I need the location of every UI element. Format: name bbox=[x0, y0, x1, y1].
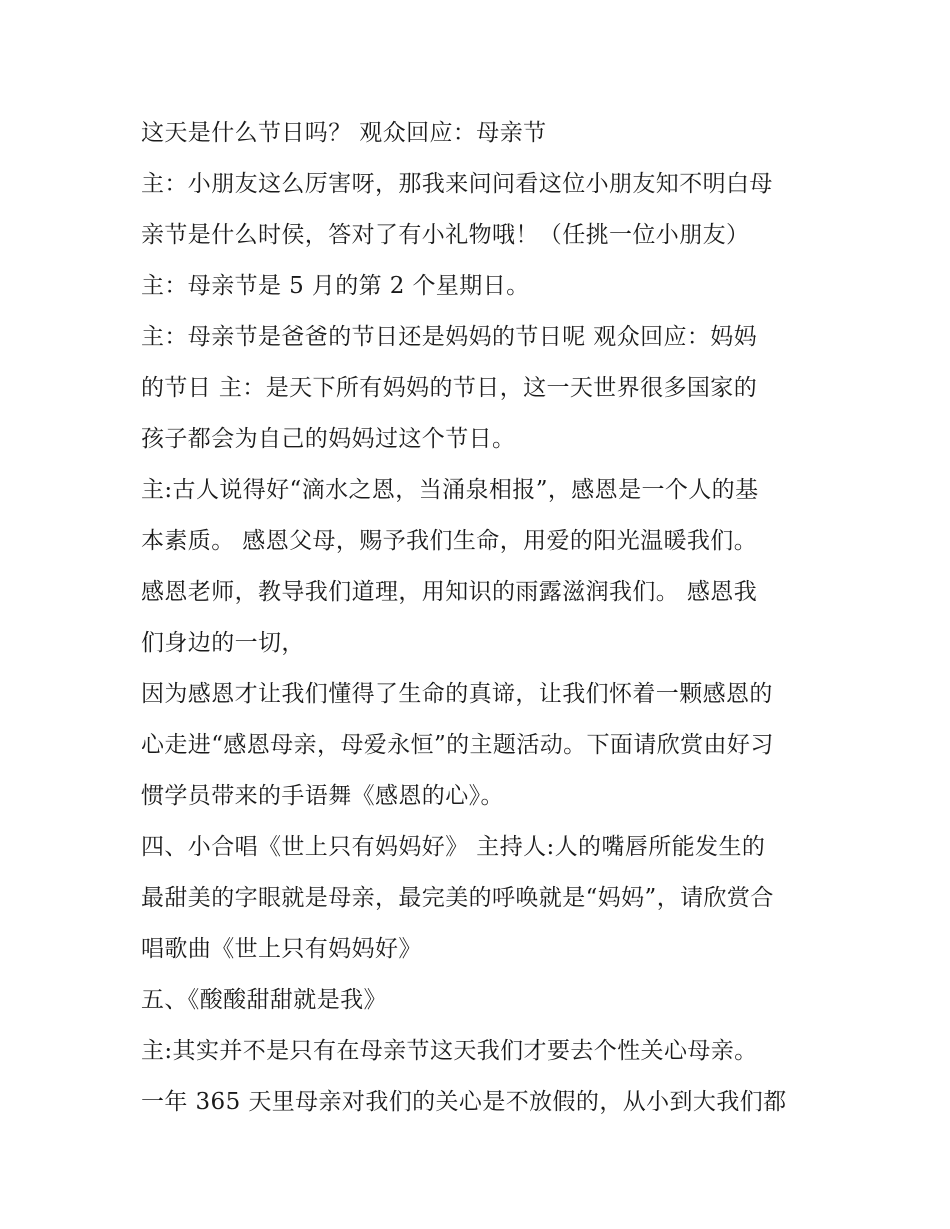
text-line: 感恩老师，教导我们道理，用知识的雨露滋润我们。 感恩我 bbox=[141, 579, 758, 605]
text-line: 本素质。 感恩父母，赐予我们生命，用爱的阳光温暖我们。 bbox=[141, 528, 758, 554]
text-line: 这天是什么节日吗？ 观众回应：母亲节 bbox=[141, 120, 547, 146]
text-line: 孩子都会为自己的妈妈过这个节日。 bbox=[141, 426, 516, 452]
text-line: 们身边的一切， bbox=[141, 630, 305, 656]
text-line: 五、《酸酸甜甜就是我》 bbox=[141, 987, 387, 1013]
text-line: 惯学员带来的手语舞《感恩的心》。 bbox=[141, 783, 504, 809]
text-line: 主:古人说得好“滴水之恩，当涌泉相报”，感恩是一个人的基 bbox=[141, 477, 759, 503]
text-line: 主：小朋友这么厉害呀，那我来问问看这位小朋友知不明白母 bbox=[141, 171, 773, 197]
text-line: 主:其实并不是只有在母亲节这天我们才要去个性关心母亲。 bbox=[141, 1038, 758, 1064]
text-line: 的节日 主：是天下所有妈妈的节日，这一天世界很多国家的 bbox=[141, 375, 758, 401]
text-line: 一年 365 天里母亲对我们的关心是不放假的，从小到大我们都 bbox=[141, 1089, 787, 1115]
document-body bbox=[141, 108, 821, 1128]
text-line: 主：母亲节是 5 月的第 2 个星期日。 bbox=[141, 273, 530, 299]
text-line: 主：母亲节是爸爸的节日还是妈妈的节日呢 观众回应：妈妈 bbox=[141, 324, 758, 350]
text-line: 四、小合唱《世上只有妈妈好》 主持人:人的嘴唇所能发生的 bbox=[141, 834, 766, 860]
text-line: 亲节是什么时侯，答对了有小礼物哦！（任挑一位小朋友） bbox=[141, 222, 750, 248]
text-line: 心走进“感恩母亲，母爱永恒”的主题活动。下面请欣赏由好习 bbox=[141, 732, 774, 758]
text-line: 最甜美的字眼就是母亲，最完美的呼唤就是“妈妈”，请欣赏合 bbox=[141, 885, 774, 911]
text-line: 唱歌曲《世上只有妈妈好》 bbox=[141, 936, 422, 962]
text-line: 因为感恩才让我们懂得了生命的真谛，让我们怀着一颗感恩的 bbox=[141, 681, 773, 707]
